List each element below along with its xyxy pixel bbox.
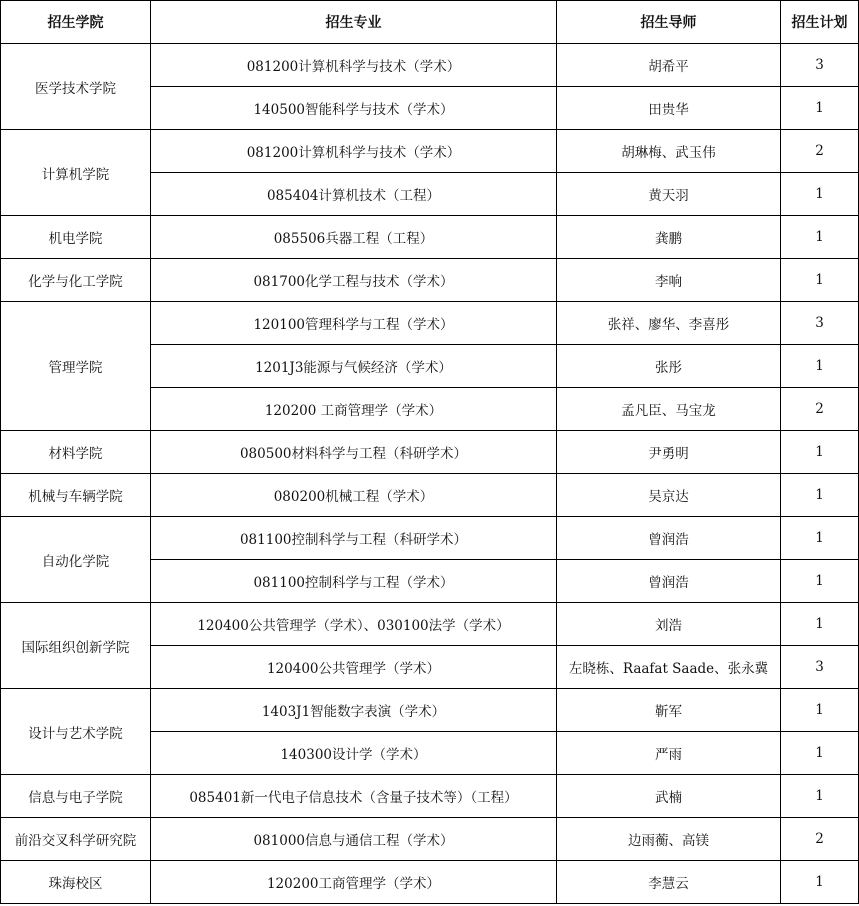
table-row (1, 431, 859, 474)
quota-cell: 3 (781, 44, 859, 87)
quota-cell: 1 (781, 345, 859, 388)
college-cell: 国际组织创新学院 (1, 603, 151, 689)
quota-cell: 2 (781, 818, 859, 861)
major-cell: 081100控制科学与工程（学术） (151, 560, 557, 603)
header-quota: 招生计划 (781, 1, 859, 44)
college-cell: 珠海校区 (1, 861, 151, 904)
quota-cell: 1 (781, 173, 859, 216)
major-cell: 081000信息与通信工程（学术） (151, 818, 557, 861)
major-cell: 1201J3能源与气候经济（学术） (151, 345, 557, 388)
advisor-cell: 尹勇明 (557, 431, 781, 474)
table-row (1, 517, 859, 560)
quota-cell: 1 (781, 216, 859, 259)
advisor-cell: 李慧云 (557, 861, 781, 904)
header-major: 招生专业 (151, 1, 557, 44)
major-cell: 120100管理科学与工程（学术） (151, 302, 557, 345)
advisor-cell: 严雨 (557, 732, 781, 775)
table-row (1, 302, 859, 345)
quota-cell: 1 (781, 603, 859, 646)
college-cell: 材料学院 (1, 431, 151, 474)
quota-cell: 1 (781, 517, 859, 560)
header-advisor: 招生导师 (557, 1, 781, 44)
college-cell: 医学技术学院 (1, 44, 151, 130)
advisor-cell: 张彤 (557, 345, 781, 388)
major-cell: 080500材料科学与工程（科研学术） (151, 431, 557, 474)
college-cell: 前沿交叉科学研究院 (1, 818, 151, 861)
header-college: 招生学院 (1, 1, 151, 44)
college-cell: 机械与车辆学院 (1, 474, 151, 517)
table-row (1, 603, 859, 646)
quota-cell: 1 (781, 474, 859, 517)
quota-cell: 1 (781, 431, 859, 474)
major-cell: 120400公共管理学（学术） (151, 646, 557, 689)
major-cell: 081700化学工程与技术（学术） (151, 259, 557, 302)
advisor-cell: 靳军 (557, 689, 781, 732)
quota-cell: 1 (781, 689, 859, 732)
major-cell: 080200机械工程（学术） (151, 474, 557, 517)
college-cell: 自动化学院 (1, 517, 151, 603)
table-row (1, 216, 859, 259)
major-cell: 140300设计学（学术） (151, 732, 557, 775)
quota-cell: 1 (781, 861, 859, 904)
quota-cell: 1 (781, 732, 859, 775)
major-cell: 081200计算机科学与技术（学术） (151, 44, 557, 87)
major-cell: 120200 工商管理学（学术） (151, 388, 557, 431)
major-cell: 140500智能科学与技术（学术） (151, 87, 557, 130)
college-cell: 信息与电子学院 (1, 775, 151, 818)
quota-cell: 2 (781, 130, 859, 173)
advisor-cell: 边雨蘅、高镁 (557, 818, 781, 861)
college-cell: 计算机学院 (1, 130, 151, 216)
advisor-cell: 田贵华 (557, 87, 781, 130)
college-cell: 化学与化工学院 (1, 259, 151, 302)
major-cell: 081100控制科学与工程（科研学术） (151, 517, 557, 560)
advisor-cell: 张祥、廖华、李喜彤 (557, 302, 781, 345)
advisor-cell: 左晓栋、Raafat Saade、张永冀 (557, 646, 781, 689)
quota-cell: 3 (781, 302, 859, 345)
advisor-cell: 龚鹏 (557, 216, 781, 259)
table-row (1, 474, 859, 517)
advisor-cell: 孟凡臣、马宝龙 (557, 388, 781, 431)
advisor-cell: 李响 (557, 259, 781, 302)
advisor-cell: 胡希平 (557, 44, 781, 87)
major-cell: 1403J1智能数字表演（学术） (151, 689, 557, 732)
header-row (1, 1, 859, 44)
major-cell: 085401新一代电子信息技术（含量子技术等）（工程） (151, 775, 557, 818)
advisor-cell: 刘浩 (557, 603, 781, 646)
table-row (1, 689, 859, 732)
major-cell: 085506兵器工程（工程） (151, 216, 557, 259)
quota-cell: 1 (781, 775, 859, 818)
college-cell: 机电学院 (1, 216, 151, 259)
major-cell: 120400公共管理学（学术）、030100法学（学术） (151, 603, 557, 646)
advisor-cell: 黄天羽 (557, 173, 781, 216)
table-row (1, 818, 859, 861)
advisor-cell: 曾润浩 (557, 560, 781, 603)
advisor-cell: 吴京达 (557, 474, 781, 517)
major-cell: 085404计算机技术（工程） (151, 173, 557, 216)
college-cell: 管理学院 (1, 302, 151, 431)
advisor-cell: 武楠 (557, 775, 781, 818)
advisor-cell: 胡琳梅、武玉伟 (557, 130, 781, 173)
quota-cell: 1 (781, 560, 859, 603)
quota-cell: 2 (781, 388, 859, 431)
table-row (1, 44, 859, 87)
table-row (1, 861, 859, 904)
quota-cell: 1 (781, 259, 859, 302)
quota-cell: 1 (781, 87, 859, 130)
major-cell: 081200计算机科学与技术（学术） (151, 130, 557, 173)
table-row (1, 130, 859, 173)
major-cell: 120200工商管理学（学术） (151, 861, 557, 904)
advisor-cell: 曾润浩 (557, 517, 781, 560)
table-row (1, 259, 859, 302)
table-row (1, 775, 859, 818)
quota-cell: 3 (781, 646, 859, 689)
college-cell: 设计与艺术学院 (1, 689, 151, 775)
table-body (1, 44, 859, 904)
